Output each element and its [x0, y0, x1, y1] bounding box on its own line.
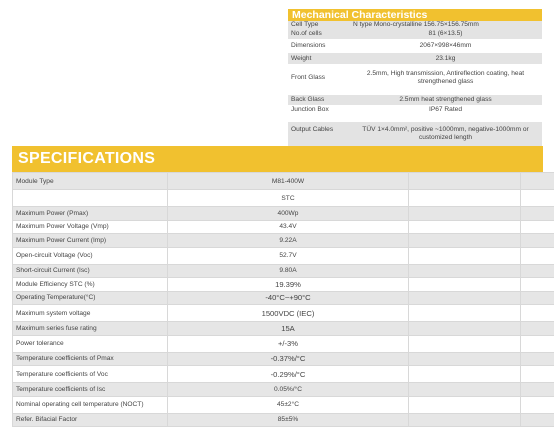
spec-label: Short-circuit Current (Isc) — [13, 264, 168, 278]
table-row — [13, 247, 554, 264]
mech-row-weight — [288, 53, 542, 64]
mech-value: 23.1kg — [435, 54, 456, 62]
spec-label: Refer. Bifacial Factor — [13, 413, 168, 427]
spec-extra-cell — [409, 234, 521, 248]
mech-value: 2067×998×46mm — [419, 42, 472, 50]
spec-label: Module Efficiency STC (%) — [13, 278, 168, 292]
spec-end-cell — [521, 173, 554, 190]
mech-row-junction-box — [288, 105, 542, 114]
spec-value: 45±2°C — [168, 396, 409, 413]
spec-extra-cell — [409, 264, 521, 278]
spec-end-cell — [521, 352, 554, 366]
mech-row-dimensions — [288, 39, 542, 53]
table-row — [13, 234, 554, 248]
mech-value: N type Mono-crystalline 156.75×156.75mm — [353, 21, 479, 29]
spec-extra-cell — [409, 207, 521, 221]
spec-value: +/-3% — [168, 335, 409, 352]
spec-end-cell — [521, 335, 554, 352]
mech-label: Weight — [291, 54, 312, 62]
mech-value: TÜV 1×4.0mm², positive ~1000mm, negative-1000mm or customized length — [362, 126, 529, 141]
spec-label: Nominal operating cell temperature (NOCT) — [13, 396, 168, 413]
table-row — [13, 278, 554, 292]
spec-label: Power tolerance — [13, 335, 168, 352]
spec-extra-cell — [409, 190, 521, 207]
spec-end-cell — [521, 322, 554, 336]
spec-value: -40°C~+90°C — [168, 291, 409, 305]
spec-value: STC — [168, 190, 409, 207]
spec-extra-cell — [409, 413, 521, 427]
mechanical-characteristics — [288, 9, 542, 152]
spec-end-cell — [521, 247, 554, 264]
mech-row-cells — [288, 29, 542, 39]
spec-end-cell — [521, 305, 554, 322]
mech-value: 2.5mm heat strengthened glass — [399, 96, 492, 104]
spec-label: Module Type — [13, 173, 168, 190]
spec-label: Temperature coefficients of Pmax — [13, 352, 168, 366]
mech-label: Back Glass — [291, 96, 325, 104]
spec-value: 400Wp — [168, 207, 409, 221]
spec-value: 0.05%/°C — [168, 383, 409, 397]
table-row — [13, 413, 554, 427]
spec-label: Maximum Power Voltage (Vmp) — [13, 220, 168, 234]
table-row — [13, 173, 554, 190]
spec-value: 1500VDC (IEC) — [168, 305, 409, 322]
spec-extra-cell — [409, 173, 521, 190]
mech-row-front-glass — [288, 64, 542, 92]
spec-label: Maximum Power (Pmax) — [13, 207, 168, 221]
spec-value: 9.22A — [168, 234, 409, 248]
mech-label: Output Cables — [291, 126, 334, 133]
table-row — [13, 335, 554, 352]
mech-label: Cell Type — [291, 21, 319, 29]
spec-label: Maximum system voltage — [13, 305, 168, 322]
spec-end-cell — [521, 220, 554, 234]
mech-row-back-glass — [288, 95, 542, 105]
spec-label: Maximum Power Current (Imp) — [13, 234, 168, 248]
table-row — [13, 396, 554, 413]
spec-extra-cell — [409, 383, 521, 397]
mech-value: 2.5mm, High transmission, Antireflection coating, heat strengthened glass — [366, 70, 525, 85]
spec-end-cell — [521, 413, 554, 427]
spec-end-cell — [521, 396, 554, 413]
table-row — [13, 305, 554, 322]
table-row — [13, 322, 554, 336]
spec-extra-cell — [409, 322, 521, 336]
table-row — [13, 383, 554, 397]
spec-extra-cell — [409, 396, 521, 413]
mech-label: No.of cells — [291, 30, 322, 38]
spec-value: -0.37%/°C — [168, 352, 409, 366]
table-row — [13, 264, 554, 278]
spec-value: 85±5% — [168, 413, 409, 427]
table-row — [13, 190, 554, 207]
spec-value: -0.29%/°C — [168, 366, 409, 383]
mech-label: Dimensions — [291, 42, 326, 50]
spec-end-cell — [521, 264, 554, 278]
spec-extra-cell — [409, 352, 521, 366]
spec-label — [13, 190, 168, 207]
spec-label: Open-circuit Voltage (Voc) — [13, 247, 168, 264]
table-row — [13, 207, 554, 221]
spec-end-cell — [521, 190, 554, 207]
mechanical-title: Mechanical Characteristics — [288, 9, 542, 21]
spec-value: 19.39% — [168, 278, 409, 292]
spec-value: 9.80A — [168, 264, 409, 278]
spec-extra-cell — [409, 220, 521, 234]
spec-label: Operating Temperature(°C) — [13, 291, 168, 305]
spec-end-cell — [521, 234, 554, 248]
table-row — [13, 220, 554, 234]
table-row — [13, 366, 554, 383]
mech-value: 81 (6×13.5) — [428, 30, 463, 38]
mech-label: Junction Box — [291, 105, 329, 113]
spec-value: 43.4V — [168, 220, 409, 234]
spec-end-cell — [521, 291, 554, 305]
spec-extra-cell — [409, 291, 521, 305]
spec-label: Maximum series fuse rating — [13, 322, 168, 336]
spec-extra-cell — [409, 247, 521, 264]
spec-end-cell — [521, 278, 554, 292]
table-row — [13, 291, 554, 305]
spec-label: Temperature coefficients of Isc — [13, 383, 168, 397]
spec-end-cell — [521, 366, 554, 383]
spec-extra-cell — [409, 335, 521, 352]
spec-end-cell — [521, 383, 554, 397]
spec-end-cell — [521, 207, 554, 221]
spec-value: M81-400W — [168, 173, 409, 190]
spec-extra-cell — [409, 305, 521, 322]
mech-row-cell-type — [288, 21, 542, 29]
spec-value: 52.7V — [168, 247, 409, 264]
mech-value: IP67 Rated — [429, 105, 462, 113]
spec-extra-cell — [409, 366, 521, 383]
spec-label: Temperature coefficients of Voc — [13, 366, 168, 383]
specifications-table — [12, 172, 554, 427]
specifications-title: SPECIFICATIONS — [12, 146, 543, 172]
table-row — [13, 352, 554, 366]
mech-label: Front Glass — [291, 74, 326, 82]
spec-value: 15A — [168, 322, 409, 336]
spec-extra-cell — [409, 278, 521, 292]
